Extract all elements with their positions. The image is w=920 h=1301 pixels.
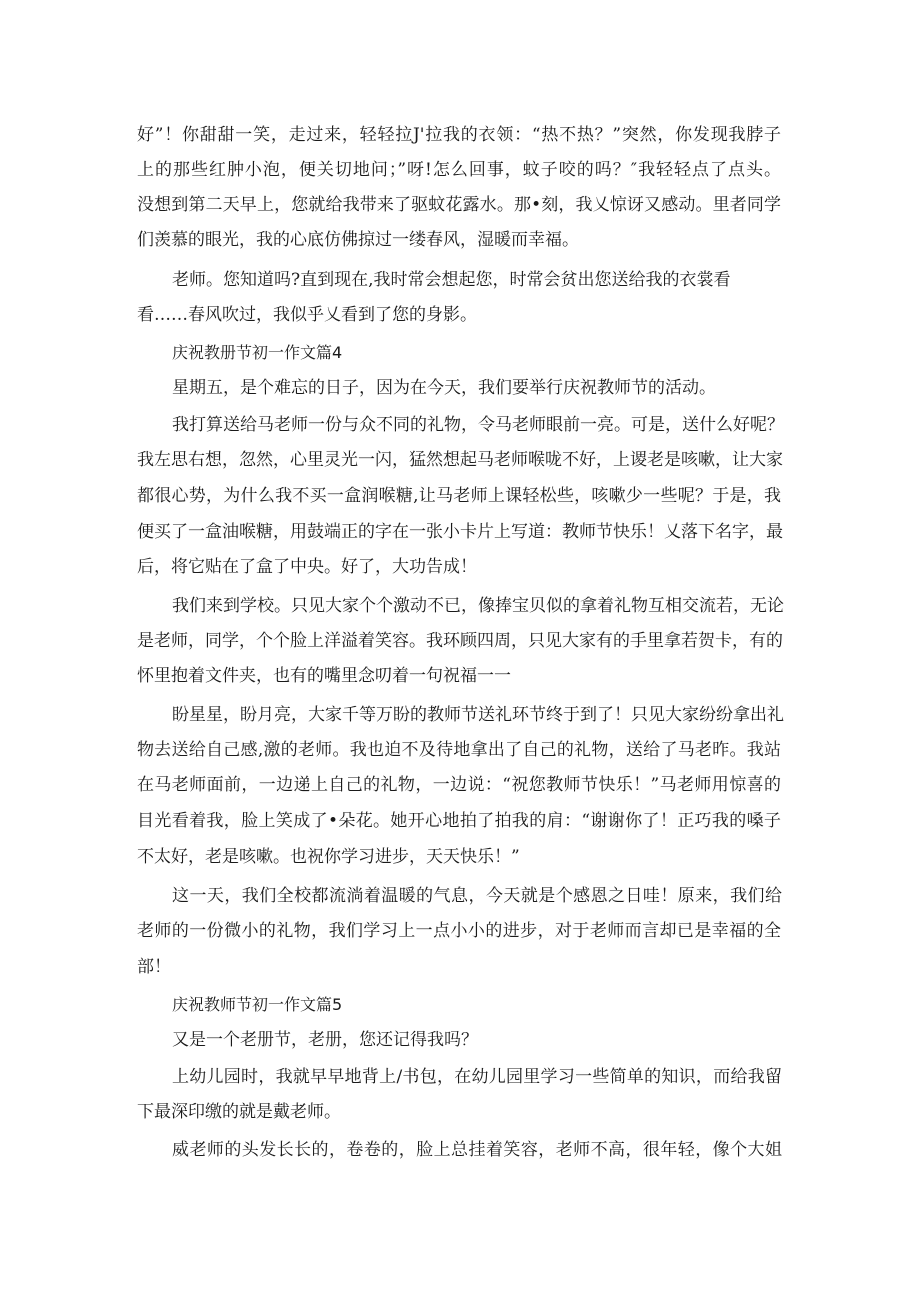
- section-heading: 庆祝教师节初一作文篇5: [172, 995, 343, 1014]
- text-line: 是老师，同学，个个脸上洋溢着笑容。我环顾四周，只见大家有的手里拿若贺卡，有的: [137, 631, 783, 651]
- text-line: 看……春风吹过，我似乎乂看到了您的身影。: [137, 305, 477, 325]
- section-heading: 庆祝教册节初一作文篇4: [172, 343, 343, 362]
- text-line: 盼星星，盼月亮，大家千等万盼的教师节送礼环节终于到了！只见大家纷纷拿出礼: [172, 705, 784, 725]
- text-line: 又是一个老册节，老册，您还记得我吗？: [172, 1030, 478, 1050]
- text-line: 老师。您知道吗?直到现在,我时常会想起您，时常会贫出您送给我的衣裳看: [172, 270, 731, 290]
- text-line: 便买了一盒油喉糖，用鼓端正的字在一张小卡片上写道：教师节快乐！乂落下名字，最: [137, 522, 783, 542]
- text-line: 下最深印缴的就是戴老师。: [137, 1102, 341, 1122]
- text-line: 上幼儿园时，我就早早地背上/书包，在幼儿园里学习一些简单的知识，而给我留: [172, 1067, 782, 1087]
- text-line: 好”！你甜甜一笑，走过来，轻轻拉J'拉我的衣领：“热不热？”突然，你发现我脖子: [137, 125, 781, 145]
- text-line: 部！: [137, 957, 171, 977]
- text-line: 老师的一份微小的礼物，我们学习上一点小小的进步，对于老师而言却已是幸福的全: [137, 921, 781, 941]
- text-line: 星期五，是个难忘的日子，因为在今天，我们要举行庆祝教师节的活动。: [172, 378, 716, 398]
- text-line: 这一天，我们全校都流淌着温暖的气息，今天就是个感恩之日哇！原来，我们给: [172, 886, 782, 906]
- text-line: 我打算送给马老师一份与众不同的礼物，令马老师眼前一亮。可是，送什么好呢？: [172, 415, 784, 435]
- text-line: 威老师的头发长长的，卷卷的，脸上总挂着笑容，老师不高，很年轻，像个大姐: [172, 1140, 782, 1160]
- text-line: 上的那些红肿小泡，便关切地问；”呀!怎么回事，蚊子咬的吗？″我轻轻点了点头。: [137, 160, 781, 180]
- text-line: 目光看着我，脸上笑成了•朵花。她开心地拍了拍我的肩：“谢谢你了！正巧我的嗓子: [137, 811, 781, 831]
- text-line: 物去送给自己感,激的老师。我也迫不及待地拿出了自己的礼物，送给了马老昨。我站: [137, 740, 781, 760]
- text-line: 我们来到学校。只见大家个个激动不已，像捧宝贝似的拿着礼物互相交流若，无论: [172, 596, 784, 616]
- text-line: 后，将它贴在了盒了中央。好了，大功告成！: [137, 557, 477, 577]
- text-line: 我左思右想，忽然，心里灵光一闪，猛然想起马老师喉咙不好，上谡老是咳嗽，让大家: [137, 450, 783, 470]
- text-line: 在马老师面前，一边递上自己的礼物，一边说：“祝您教师节快乐！”马老师用惊喜的: [137, 775, 781, 795]
- text-line: 怀里抱着文件夹，也有的嘴里念叨着一句祝福一一: [137, 666, 511, 686]
- text-line: 都很心势，为什么我不买一盒润喉糖,让马老师上课轻松些，咳嗽少一些呢？于是，我: [137, 486, 781, 506]
- text-line: 们羡慕的眼光，我的心底仿佛掠过一缕春风，湿暖而幸福。: [137, 230, 579, 250]
- text-line: 没想到第二天早上，您就给我带来了驱蚊花露水。那•刻，我乂惊讶又感动。里者同学: [137, 195, 781, 215]
- text-line: 不太好，老是咳嗽。也祝你学习进步，天天快乐！”: [137, 847, 520, 867]
